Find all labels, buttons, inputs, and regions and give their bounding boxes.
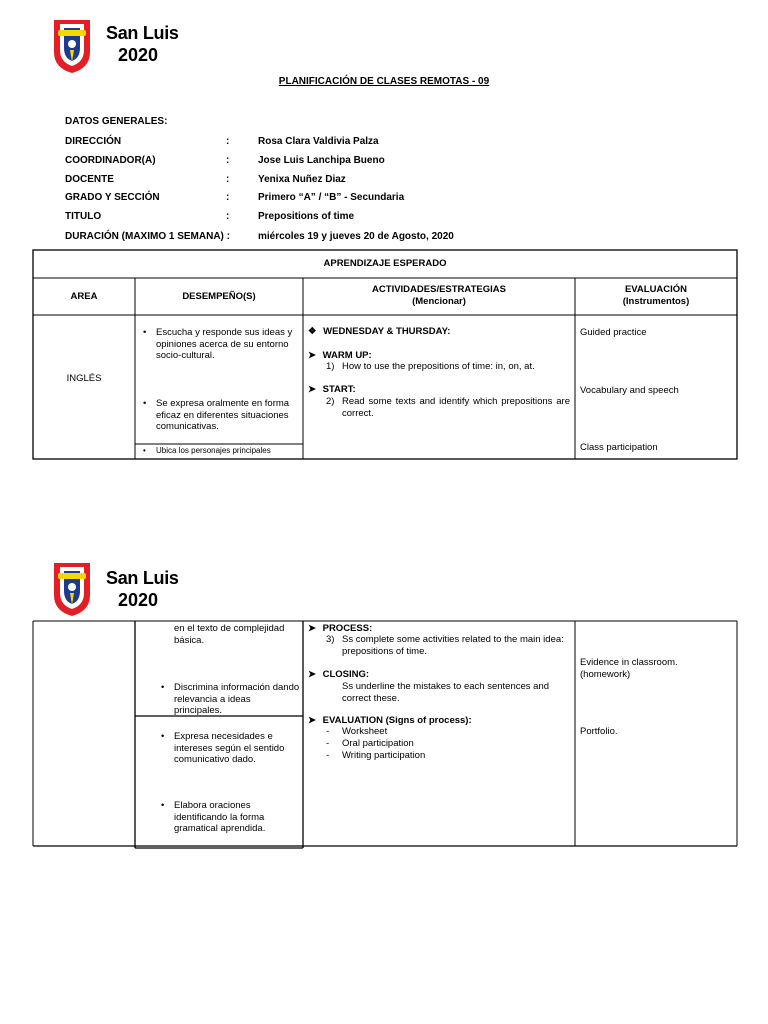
brand-name (106, 22, 179, 66)
dash-bullet: - (326, 750, 330, 761)
activity-start-label (308, 384, 356, 396)
activity-day (308, 326, 450, 338)
activity-day-text: WEDNESDAY & THURSDAY: (323, 326, 451, 337)
activity-closing-label (308, 669, 369, 681)
header-evaluacion-line1: EVALUACIÓN (624, 284, 688, 295)
list-item: • Se expresa oralmente en forma eficaz en diferentes situaciones comunicativas. (138, 398, 298, 433)
general-colon: : (226, 136, 230, 147)
arrow-bullet-icon: ➤ (308, 384, 316, 395)
warm-label-text: WARM UP: (322, 350, 372, 361)
desempeno-list (138, 327, 298, 362)
eval-item (326, 750, 426, 762)
header-evaluacion-line2: (Instrumentos) (622, 295, 690, 307)
arrow-bullet-icon: ➤ (308, 715, 316, 726)
general-value: Jose Luis Lanchipa Bueno (258, 155, 385, 166)
warm-num: 1) (326, 361, 335, 372)
process-text: Ss complete some activities related to the main idea: prepositions of time. (342, 634, 564, 657)
brand-line-2: 2020 (118, 590, 159, 610)
general-value: miércoles 19 y jueves 20 de Agosto, 2020 (258, 231, 454, 242)
shield-icon (52, 18, 92, 74)
dash-bullet: - (326, 738, 330, 749)
brand-name (106, 567, 179, 611)
arrow-bullet-icon: ➤ (308, 623, 316, 634)
header-actividades-line1: ACTIVIDADES/ESTRATEGIAS (372, 284, 506, 295)
general-label: TITULO (65, 211, 102, 222)
activity-process-label (308, 623, 372, 635)
start-num: 2) (326, 396, 335, 407)
general-label: COORDINADOR(A) (65, 155, 156, 166)
general-label: DIRECCIÓN (65, 136, 122, 147)
evaluation-item: Portfolio. (580, 726, 618, 737)
shield-icon (52, 561, 92, 617)
table-banner: APRENDIZAJE ESPERADO (323, 258, 447, 269)
arrow-bullet-icon: ➤ (308, 350, 316, 361)
general-value: Yenixa Nuñez Diaz (258, 174, 346, 185)
document-title: PLANIFICACIÓN DE CLASES REMOTAS - 09 (278, 76, 490, 87)
header-desempeno: DESEMPEÑO(S) (182, 291, 256, 302)
process-num: 3) (326, 634, 335, 645)
school-logo (52, 561, 180, 621)
general-colon: : (226, 174, 230, 185)
dash-bullet: - (326, 726, 330, 737)
general-colon: : (226, 211, 230, 222)
evaluation-item: Guided practice (580, 327, 647, 338)
eval-label-text: EVALUATION (Signs of process): (322, 715, 472, 726)
desempeno-continuation: en el texto de complejidad básica. (174, 623, 285, 646)
general-label: DURACIÓN (MAXIMO 1 SEMANA) : (65, 231, 230, 242)
desempeno-list (156, 731, 300, 766)
eval-item-text: Oral participation (342, 738, 414, 749)
eval-item-text: Writing participation (342, 750, 426, 761)
arrow-bullet-icon: ➤ (308, 669, 316, 680)
list-item: • Expresa necesidades e intereses según el sentido comunicativo dado. (156, 731, 300, 766)
evaluation-item: Evidence in classroom. (homework) (580, 657, 678, 680)
list-item: • Ubica los personajes principales (138, 446, 303, 456)
desempeno-list (138, 398, 298, 433)
general-label: DOCENTE (65, 174, 114, 185)
activity-eval-label (308, 715, 472, 727)
general-colon: : (226, 192, 230, 203)
general-colon: : (226, 155, 230, 166)
process-label-text: PROCESS: (322, 623, 373, 634)
start-label-text: START: (322, 384, 356, 395)
general-label: GRADO Y SECCIÓN (65, 192, 160, 203)
header-actividades-line2: (Mencionar) (412, 295, 466, 307)
brand-line-2: 2020 (118, 45, 159, 65)
brand-line-1: San Luis (106, 568, 179, 588)
eval-item-text: Worksheet (342, 726, 388, 737)
school-logo (52, 18, 180, 78)
desempeno-list (138, 446, 303, 456)
start-text: Read some texts and identify which prepositions are correct. (342, 396, 570, 419)
list-item: • Elabora oraciones identificando la forma gramatical aprendida. (156, 800, 300, 835)
general-value: Rosa Clara Valdivia Palza (258, 136, 379, 147)
desempeno-list (156, 682, 300, 717)
evaluation-item: Vocabulary and speech (580, 385, 679, 396)
evaluation-item: Class participation (580, 442, 658, 453)
closing-label-text: CLOSING: (322, 669, 370, 680)
list-item: • Discrimina información dando relevancia a ideas principales. (156, 682, 300, 717)
general-heading: DATOS GENERALES: (65, 116, 168, 127)
eval-item (326, 738, 414, 750)
header-evaluacion (575, 284, 737, 307)
header-area: AREA (70, 291, 98, 302)
general-value: Primero “A” / “B” - Secundaria (258, 192, 405, 203)
list-item: • Escucha y responde sus ideas y opiniones acerca de su entorno socio-cultural. (138, 327, 298, 362)
closing-text: Ss underline the mistakes to each sentences and correct these. (342, 681, 550, 704)
eval-item (326, 726, 388, 738)
diamond-bullet-icon: ❖ (308, 326, 317, 337)
desempeno-list (156, 800, 300, 835)
brand-line-1: San Luis (106, 23, 179, 43)
area-value: INGLÉS (66, 373, 102, 384)
header-actividades (303, 284, 575, 307)
warm-text: How to use the prepositions of time: in, on, at. (342, 361, 535, 372)
general-value: Prepositions of time (258, 211, 355, 222)
activity-warm-label (308, 350, 372, 362)
